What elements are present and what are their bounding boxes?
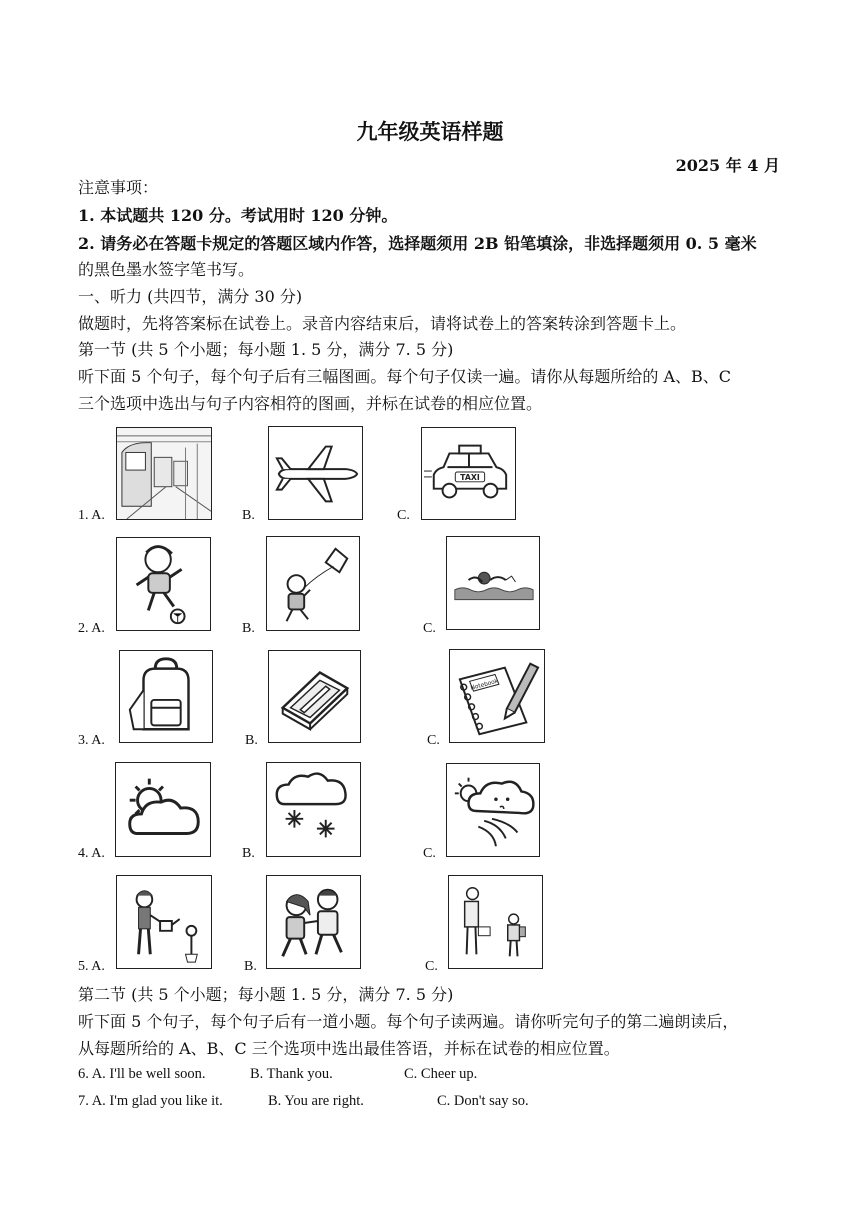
subway-train-icon[interactable] <box>116 427 212 520</box>
part1-instructions-cont: 三个选项中选出与句子内容相符的图画，并标在试卷的相应位置。 <box>78 394 543 413</box>
part2-instructions: 听下面 5 个句子，每个句子后有一道小题。每个句子读两遍。请你听完句子的第二遍朗读后， <box>78 1012 739 1031</box>
q4-option-b-label: B. <box>242 846 255 861</box>
section-listening: 一、听力 (共四节，满分 30 分) <box>78 287 303 306</box>
page-title: 九年级英语样题 <box>356 119 504 144</box>
part1-heading: 第一节 (共 5 个小题；每小题 1. 5 分，满分 7. 5 分) <box>78 340 454 359</box>
q1-option-b-label: B. <box>242 508 255 523</box>
q4-option-c-label: C. <box>423 846 436 861</box>
q4-option-a-label: 4. A. <box>78 846 105 861</box>
q6-option-c[interactable]: C. Cheer up. <box>404 1066 478 1082</box>
part2-instructions-cont: 从每题所给的 A、B、C 三个选项中选出最佳答语，并标在试卷的相应位置。 <box>78 1039 620 1058</box>
airplane-icon[interactable] <box>268 426 363 520</box>
exam-date: 2025 年 4 月 <box>675 156 780 175</box>
note-2: 2. 请务必在答题卡规定的答题区域内作答，选择题须用 2B 铅笔填涂，非选择题须用 0. 5 毫米 <box>78 234 757 253</box>
taxi-icon[interactable] <box>421 427 516 520</box>
svg-text:TAXI: TAXI <box>460 472 480 482</box>
listening-instructions: 做题时，先将答案标在试卷上。录音内容结束后，请将试卷上的答案转涂到答题卡上。 <box>78 314 687 333</box>
swimming-icon[interactable] <box>446 536 540 630</box>
q2-option-c-label: C. <box>423 621 436 636</box>
boy-flying-kite-icon[interactable] <box>266 536 360 631</box>
note-2-cont: 的黑色墨水签字笔书写。 <box>78 260 255 279</box>
part1-instructions: 听下面 5 个句子，每个句子后有三幅图画。每个句子仅读一遍。请你从每题所给的 A、B、C <box>78 367 731 386</box>
partly-sunny-icon[interactable] <box>115 762 211 857</box>
q2-option-b-label: B. <box>242 621 255 636</box>
pencil-box-icon[interactable] <box>268 650 361 743</box>
q7-option-c[interactable]: C. Don't say so. <box>437 1093 529 1109</box>
q2-option-a-label: 2. A. <box>78 621 105 636</box>
q3-option-c-label: C. <box>427 733 440 748</box>
q5-option-b-label: B. <box>244 959 257 974</box>
part2-heading: 第二节 (共 5 个小题；每小题 1. 5 分，满分 7. 5 分) <box>78 985 454 1004</box>
notebook-cover-text: Notebook <box>470 678 499 692</box>
q5-option-a-label: 5. A. <box>78 959 105 974</box>
q3-option-a-label: 3. A. <box>78 733 105 748</box>
notebook-icon[interactable] <box>449 649 545 743</box>
q6-option-b[interactable]: B. Thank you. <box>250 1066 333 1082</box>
backpack-icon[interactable] <box>119 650 213 743</box>
q6-option-a[interactable]: 6. A. I'll be well soon. <box>78 1066 206 1082</box>
notes-heading: 注意事项： <box>78 178 159 197</box>
q1-option-a-label: 1. A. <box>78 508 105 523</box>
kids-walking-icon[interactable] <box>266 875 361 969</box>
q7-option-a[interactable]: 7. A. I'm glad you like it. <box>78 1093 223 1109</box>
q7-option-b[interactable]: B. You are right. <box>268 1093 364 1109</box>
note-1: 1. 本试题共 120 分。考试用时 120 分钟。 <box>78 206 398 225</box>
windy-icon[interactable] <box>446 763 540 857</box>
q1-option-c-label: C. <box>397 508 410 523</box>
q5-option-c-label: C. <box>425 959 438 974</box>
man-and-child-icon[interactable] <box>448 875 543 969</box>
snowy-icon[interactable] <box>266 762 361 857</box>
boy-watering-flower-icon[interactable] <box>116 875 212 969</box>
q3-option-b-label: B. <box>245 733 258 748</box>
boy-playing-football-icon[interactable] <box>116 537 211 631</box>
